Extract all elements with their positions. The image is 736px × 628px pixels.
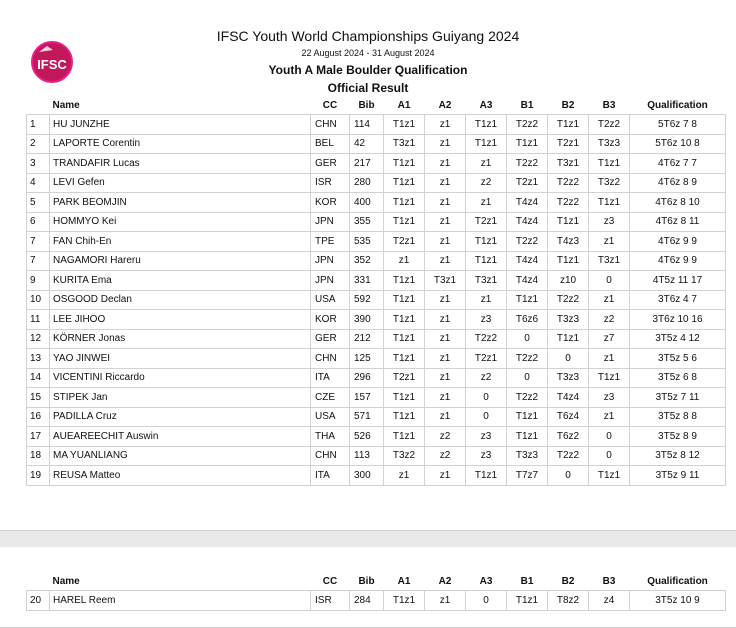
- score-b1: T6z6: [507, 310, 548, 330]
- score-a3: T2z1: [466, 349, 507, 369]
- score-b2: T6z2: [548, 427, 589, 447]
- score-a3: T1z1: [466, 466, 507, 486]
- bib-number: 352: [350, 251, 384, 271]
- col-b3: B3: [602, 576, 616, 587]
- col-b2: B2: [561, 100, 575, 111]
- score-b3: z7: [589, 329, 630, 349]
- score-a3: 0: [466, 591, 507, 611]
- score-a3: T2z2: [466, 329, 507, 349]
- score-a3: z1: [466, 193, 507, 213]
- score-b3: z1: [589, 349, 630, 369]
- score-a1: T1z1: [384, 329, 425, 349]
- athlete-name: KURITA Ema: [50, 271, 311, 291]
- score-b3: z4: [589, 591, 630, 611]
- col-qualification: Qualification: [647, 100, 708, 111]
- qualification-score: 3T5z 7 11: [630, 388, 726, 408]
- score-b1: 0: [507, 329, 548, 349]
- score-a1: T1z1: [384, 115, 425, 135]
- col-a3: A3: [479, 576, 493, 587]
- score-b3: T3z2: [589, 173, 630, 193]
- rank-cell: 20: [27, 591, 50, 611]
- score-b3: z3: [589, 212, 630, 232]
- athlete-name: STIPEK Jan: [50, 388, 311, 408]
- country-code: BEL: [311, 134, 350, 154]
- col-cc: CC: [322, 576, 338, 587]
- bib-number: 217: [350, 154, 384, 174]
- rank-cell: 9: [27, 271, 50, 291]
- qualification-score: 3T5z 8 8: [630, 407, 726, 427]
- qualification-score: 3T5z 5 6: [630, 349, 726, 369]
- qualification-score: 3T5z 8 12: [630, 446, 726, 466]
- table-row: [27, 115, 726, 135]
- score-b3: z1: [589, 290, 630, 310]
- score-a1: T2z1: [384, 232, 425, 252]
- rank-cell: 5: [27, 193, 50, 213]
- score-a1: T1z1: [384, 154, 425, 174]
- qualification-score: 3T5z 6 8: [630, 368, 726, 388]
- athlete-name: NAGAMORI Hareru: [50, 251, 311, 271]
- results-table: [26, 97, 726, 486]
- score-a3: T3z1: [466, 271, 507, 291]
- bib-number: 157: [350, 388, 384, 408]
- score-a3: z1: [466, 290, 507, 310]
- event-dates: 22 August 2024 - 31 August 2024: [301, 48, 435, 58]
- rank-cell: 16: [27, 407, 50, 427]
- rank-cell: 12: [27, 329, 50, 349]
- rank-cell: 4: [27, 173, 50, 193]
- round-title: Youth A Male Boulder Qualification: [268, 63, 468, 77]
- score-a2: z1: [425, 329, 466, 349]
- athlete-name: LEVI Gefen: [50, 173, 311, 193]
- results-table-continued: [26, 573, 726, 611]
- score-a2: z1: [425, 134, 466, 154]
- country-code: CHN: [311, 446, 350, 466]
- col-b2: B2: [561, 576, 575, 587]
- col-b1: B1: [520, 576, 534, 587]
- country-code: USA: [311, 407, 350, 427]
- score-a3: z1: [466, 154, 507, 174]
- score-a1: T1z1: [384, 591, 425, 611]
- results-body: [27, 115, 726, 486]
- score-a3: z3: [466, 310, 507, 330]
- score-b3: T1z1: [589, 466, 630, 486]
- table-row: [27, 329, 726, 349]
- score-b2: T1z1: [548, 329, 589, 349]
- score-a2: z1: [425, 368, 466, 388]
- athlete-name: OSGOOD Declan: [50, 290, 311, 310]
- score-b2: T1z1: [548, 115, 589, 135]
- qualification-score: 3T5z 4 12: [630, 329, 726, 349]
- bib-number: 113: [350, 446, 384, 466]
- col-bib: Bib: [358, 100, 375, 111]
- rank-cell: 2: [27, 134, 50, 154]
- country-code: KOR: [311, 193, 350, 213]
- bib-number: 125: [350, 349, 384, 369]
- col-a3: A3: [479, 100, 493, 111]
- score-a3: z2: [466, 173, 507, 193]
- score-b2: T1z1: [548, 212, 589, 232]
- bib-number: 42: [350, 134, 384, 154]
- score-b1: 0: [507, 368, 548, 388]
- table-row: [27, 368, 726, 388]
- rank-cell: 17: [27, 427, 50, 447]
- score-a1: T1z1: [384, 310, 425, 330]
- col-qualification: Qualification: [647, 576, 708, 587]
- rank-cell: 3: [27, 154, 50, 174]
- country-code: CHN: [311, 115, 350, 135]
- qualification-score: 3T6z 4 7: [630, 290, 726, 310]
- score-b1: T4z4: [507, 212, 548, 232]
- score-a1: T1z1: [384, 290, 425, 310]
- score-a3: z3: [466, 427, 507, 447]
- bib-number: 355: [350, 212, 384, 232]
- score-a2: z1: [425, 232, 466, 252]
- qualification-score: 4T6z 8 9: [630, 173, 726, 193]
- rank-cell: 18: [27, 446, 50, 466]
- table-row: [27, 310, 726, 330]
- table-row: [27, 271, 726, 291]
- col-a2: A2: [438, 576, 452, 587]
- bib-number: 526: [350, 427, 384, 447]
- table-row: [27, 407, 726, 427]
- col-rank: [27, 97, 50, 115]
- score-a1: T1z1: [384, 193, 425, 213]
- bib-number: 280: [350, 173, 384, 193]
- athlete-name: YAO JINWEI: [50, 349, 311, 369]
- score-a1: T1z1: [384, 407, 425, 427]
- table-header-row: [27, 97, 726, 115]
- score-a2: z2: [425, 427, 466, 447]
- score-a1: z1: [384, 251, 425, 271]
- col-b3: B3: [602, 100, 616, 111]
- score-a3: T1z1: [466, 115, 507, 135]
- score-b1: T4z4: [507, 271, 548, 291]
- score-a3: 0: [466, 407, 507, 427]
- score-a1: T1z1: [384, 271, 425, 291]
- athlete-name: HOMMYO Kei: [50, 212, 311, 232]
- score-b3: T1z1: [589, 154, 630, 174]
- rank-cell: 1: [27, 115, 50, 135]
- athlete-name: KÖRNER Jonas: [50, 329, 311, 349]
- score-b2: T2z2: [548, 193, 589, 213]
- score-b3: 0: [589, 427, 630, 447]
- country-code: JPN: [311, 212, 350, 232]
- country-code: CZE: [311, 388, 350, 408]
- table-row: [27, 349, 726, 369]
- country-code: ISR: [311, 591, 350, 611]
- bib-number: 114: [350, 115, 384, 135]
- score-b3: 0: [589, 271, 630, 291]
- score-b3: T1z1: [589, 193, 630, 213]
- athlete-name: HU JUNZHE: [50, 115, 311, 135]
- bib-number: 400: [350, 193, 384, 213]
- score-a1: T1z1: [384, 349, 425, 369]
- score-a1: T1z1: [384, 212, 425, 232]
- qualification-score: 3T5z 10 9: [630, 591, 726, 611]
- score-b1: T4z4: [507, 193, 548, 213]
- country-code: JPN: [311, 271, 350, 291]
- athlete-name: LEE JIHOO: [50, 310, 311, 330]
- table-row: [27, 388, 726, 408]
- score-a3: T1z1: [466, 251, 507, 271]
- table-row: [27, 173, 726, 193]
- score-b3: z2: [589, 310, 630, 330]
- qualification-score: 4T6z 7 7: [630, 154, 726, 174]
- score-b1: T1z1: [507, 290, 548, 310]
- score-a2: z1: [425, 349, 466, 369]
- score-b2: T3z3: [548, 368, 589, 388]
- score-b1: T1z1: [507, 427, 548, 447]
- qualification-score: 3T6z 10 16: [630, 310, 726, 330]
- score-b2: T2z2: [548, 446, 589, 466]
- col-name: Name: [52, 100, 80, 111]
- score-b1: T2z2: [507, 115, 548, 135]
- athlete-name: TRANDAFIR Lucas: [50, 154, 311, 174]
- score-b2: T6z4: [548, 407, 589, 427]
- score-a2: z1: [425, 591, 466, 611]
- score-a1: z1: [384, 466, 425, 486]
- score-a2: z1: [425, 173, 466, 193]
- score-a2: z1: [425, 115, 466, 135]
- score-b3: T1z1: [589, 368, 630, 388]
- qualification-score: 5T6z 7 8: [630, 115, 726, 135]
- score-a2: z1: [425, 290, 466, 310]
- qualification-score: 4T6z 9 9: [630, 251, 726, 271]
- score-b1: T2z2: [507, 154, 548, 174]
- bib-number: 212: [350, 329, 384, 349]
- score-a2: z1: [425, 251, 466, 271]
- athlete-name: HAREL Reem: [50, 591, 311, 611]
- score-b1: T2z1: [507, 173, 548, 193]
- score-a2: z1: [425, 310, 466, 330]
- bib-number: 535: [350, 232, 384, 252]
- score-b2: T2z2: [548, 290, 589, 310]
- svg-text:IFSC: IFSC: [37, 57, 67, 72]
- table-row: [27, 193, 726, 213]
- score-a2: z1: [425, 388, 466, 408]
- score-a3: z3: [466, 446, 507, 466]
- col-name: Name: [52, 576, 80, 587]
- col-a1: A1: [397, 100, 411, 111]
- col-a1: A1: [397, 576, 411, 587]
- col-bib: Bib: [358, 576, 375, 587]
- qualification-score: 3T5z 8 9: [630, 427, 726, 447]
- table-row: [27, 290, 726, 310]
- rank-cell: 10: [27, 290, 50, 310]
- score-a1: T1z1: [384, 427, 425, 447]
- score-b2: T3z1: [548, 154, 589, 174]
- score-b2: T2z2: [548, 173, 589, 193]
- score-b3: T3z3: [589, 134, 630, 154]
- score-a2: z2: [425, 446, 466, 466]
- table-row: [27, 466, 726, 486]
- bib-number: 296: [350, 368, 384, 388]
- score-b2: 0: [548, 466, 589, 486]
- score-a1: T1z1: [384, 173, 425, 193]
- score-b2: T4z3: [548, 232, 589, 252]
- table-row: [27, 154, 726, 174]
- bib-number: 284: [350, 591, 384, 611]
- qualification-score: 5T6z 10 8: [630, 134, 726, 154]
- country-code: ITA: [311, 466, 350, 486]
- score-a1: T1z1: [384, 388, 425, 408]
- score-b3: z1: [589, 407, 630, 427]
- score-b3: z1: [589, 232, 630, 252]
- athlete-name: LAPORTE Corentin: [50, 134, 311, 154]
- country-code: JPN: [311, 251, 350, 271]
- table-row: [27, 134, 726, 154]
- athlete-name: FAN Chih-En: [50, 232, 311, 252]
- bib-number: 571: [350, 407, 384, 427]
- score-a3: T1z1: [466, 232, 507, 252]
- country-code: CHN: [311, 349, 350, 369]
- athlete-name: PADILLA Cruz: [50, 407, 311, 427]
- country-code: GER: [311, 154, 350, 174]
- score-a2: z1: [425, 466, 466, 486]
- score-a3: 0: [466, 388, 507, 408]
- table-row: [27, 212, 726, 232]
- score-a1: T3z1: [384, 134, 425, 154]
- score-b2: 0: [548, 349, 589, 369]
- score-b3: z3: [589, 388, 630, 408]
- score-b2: T8z2: [548, 591, 589, 611]
- score-b1: T3z3: [507, 446, 548, 466]
- col-cc: CC: [322, 100, 338, 111]
- score-a1: T3z2: [384, 446, 425, 466]
- score-b3: T2z2: [589, 115, 630, 135]
- qualification-score: 3T5z 9 11: [630, 466, 726, 486]
- score-b1: T4z4: [507, 251, 548, 271]
- score-a2: z1: [425, 212, 466, 232]
- table-row: [27, 251, 726, 271]
- country-code: GER: [311, 329, 350, 349]
- score-b1: T2z2: [507, 388, 548, 408]
- country-code: KOR: [311, 310, 350, 330]
- rank-cell: 7: [27, 251, 50, 271]
- country-code: ISR: [311, 173, 350, 193]
- col-rank: [27, 573, 50, 591]
- event-title: IFSC Youth World Championships Guiyang 2024: [216, 28, 520, 44]
- country-code: TPE: [311, 232, 350, 252]
- result-status: Official Result: [327, 81, 409, 95]
- athlete-name: VICENTINI Riccardo: [50, 368, 311, 388]
- athlete-name: PARK BEOMJIN: [50, 193, 311, 213]
- rank-cell: 11: [27, 310, 50, 330]
- rank-cell: 6: [27, 212, 50, 232]
- bib-number: 331: [350, 271, 384, 291]
- score-a3: z2: [466, 368, 507, 388]
- qualification-score: 4T6z 8 10: [630, 193, 726, 213]
- col-a2: A2: [438, 100, 452, 111]
- score-b1: T7z7: [507, 466, 548, 486]
- score-a2: z1: [425, 193, 466, 213]
- score-b3: 0: [589, 446, 630, 466]
- athlete-name: MA YUANLIANG: [50, 446, 311, 466]
- ifsc-logo: [29, 40, 75, 84]
- score-b1: T2z2: [507, 232, 548, 252]
- score-a3: T2z1: [466, 212, 507, 232]
- country-code: USA: [311, 290, 350, 310]
- score-b2: T4z4: [548, 388, 589, 408]
- score-b2: T2z1: [548, 134, 589, 154]
- score-b2: T1z1: [548, 251, 589, 271]
- rank-cell: 19: [27, 466, 50, 486]
- score-b1: T1z1: [507, 134, 548, 154]
- score-a3: T1z1: [466, 134, 507, 154]
- bib-number: 592: [350, 290, 384, 310]
- rank-cell: 7: [27, 232, 50, 252]
- athlete-name: AUEAREECHIT Auswin: [50, 427, 311, 447]
- bib-number: 300: [350, 466, 384, 486]
- score-b1: T2z2: [507, 349, 548, 369]
- score-a1: T2z1: [384, 368, 425, 388]
- table-row: [27, 591, 726, 611]
- score-a2: z1: [425, 154, 466, 174]
- rank-cell: 15: [27, 388, 50, 408]
- results-body-continued: [27, 591, 726, 611]
- score-a2: T3z1: [425, 271, 466, 291]
- bib-number: 390: [350, 310, 384, 330]
- col-b1: B1: [520, 100, 534, 111]
- score-b1: T1z1: [507, 591, 548, 611]
- country-code: THA: [311, 427, 350, 447]
- qualification-score: 4T6z 8 11: [630, 212, 726, 232]
- table-row: [27, 232, 726, 252]
- rank-cell: 14: [27, 368, 50, 388]
- score-b1: T1z1: [507, 407, 548, 427]
- qualification-score: 4T6z 9 9: [630, 232, 726, 252]
- table-row: [27, 446, 726, 466]
- qualification-score: 4T5z 11 17: [630, 271, 726, 291]
- table-header-row: [27, 573, 726, 591]
- table-row: [27, 427, 726, 447]
- athlete-name: REUSA Matteo: [50, 466, 311, 486]
- score-b3: T3z1: [589, 251, 630, 271]
- country-code: ITA: [311, 368, 350, 388]
- rank-cell: 13: [27, 349, 50, 369]
- score-a2: z1: [425, 407, 466, 427]
- score-b2: T3z3: [548, 310, 589, 330]
- score-b2: z10: [548, 271, 589, 291]
